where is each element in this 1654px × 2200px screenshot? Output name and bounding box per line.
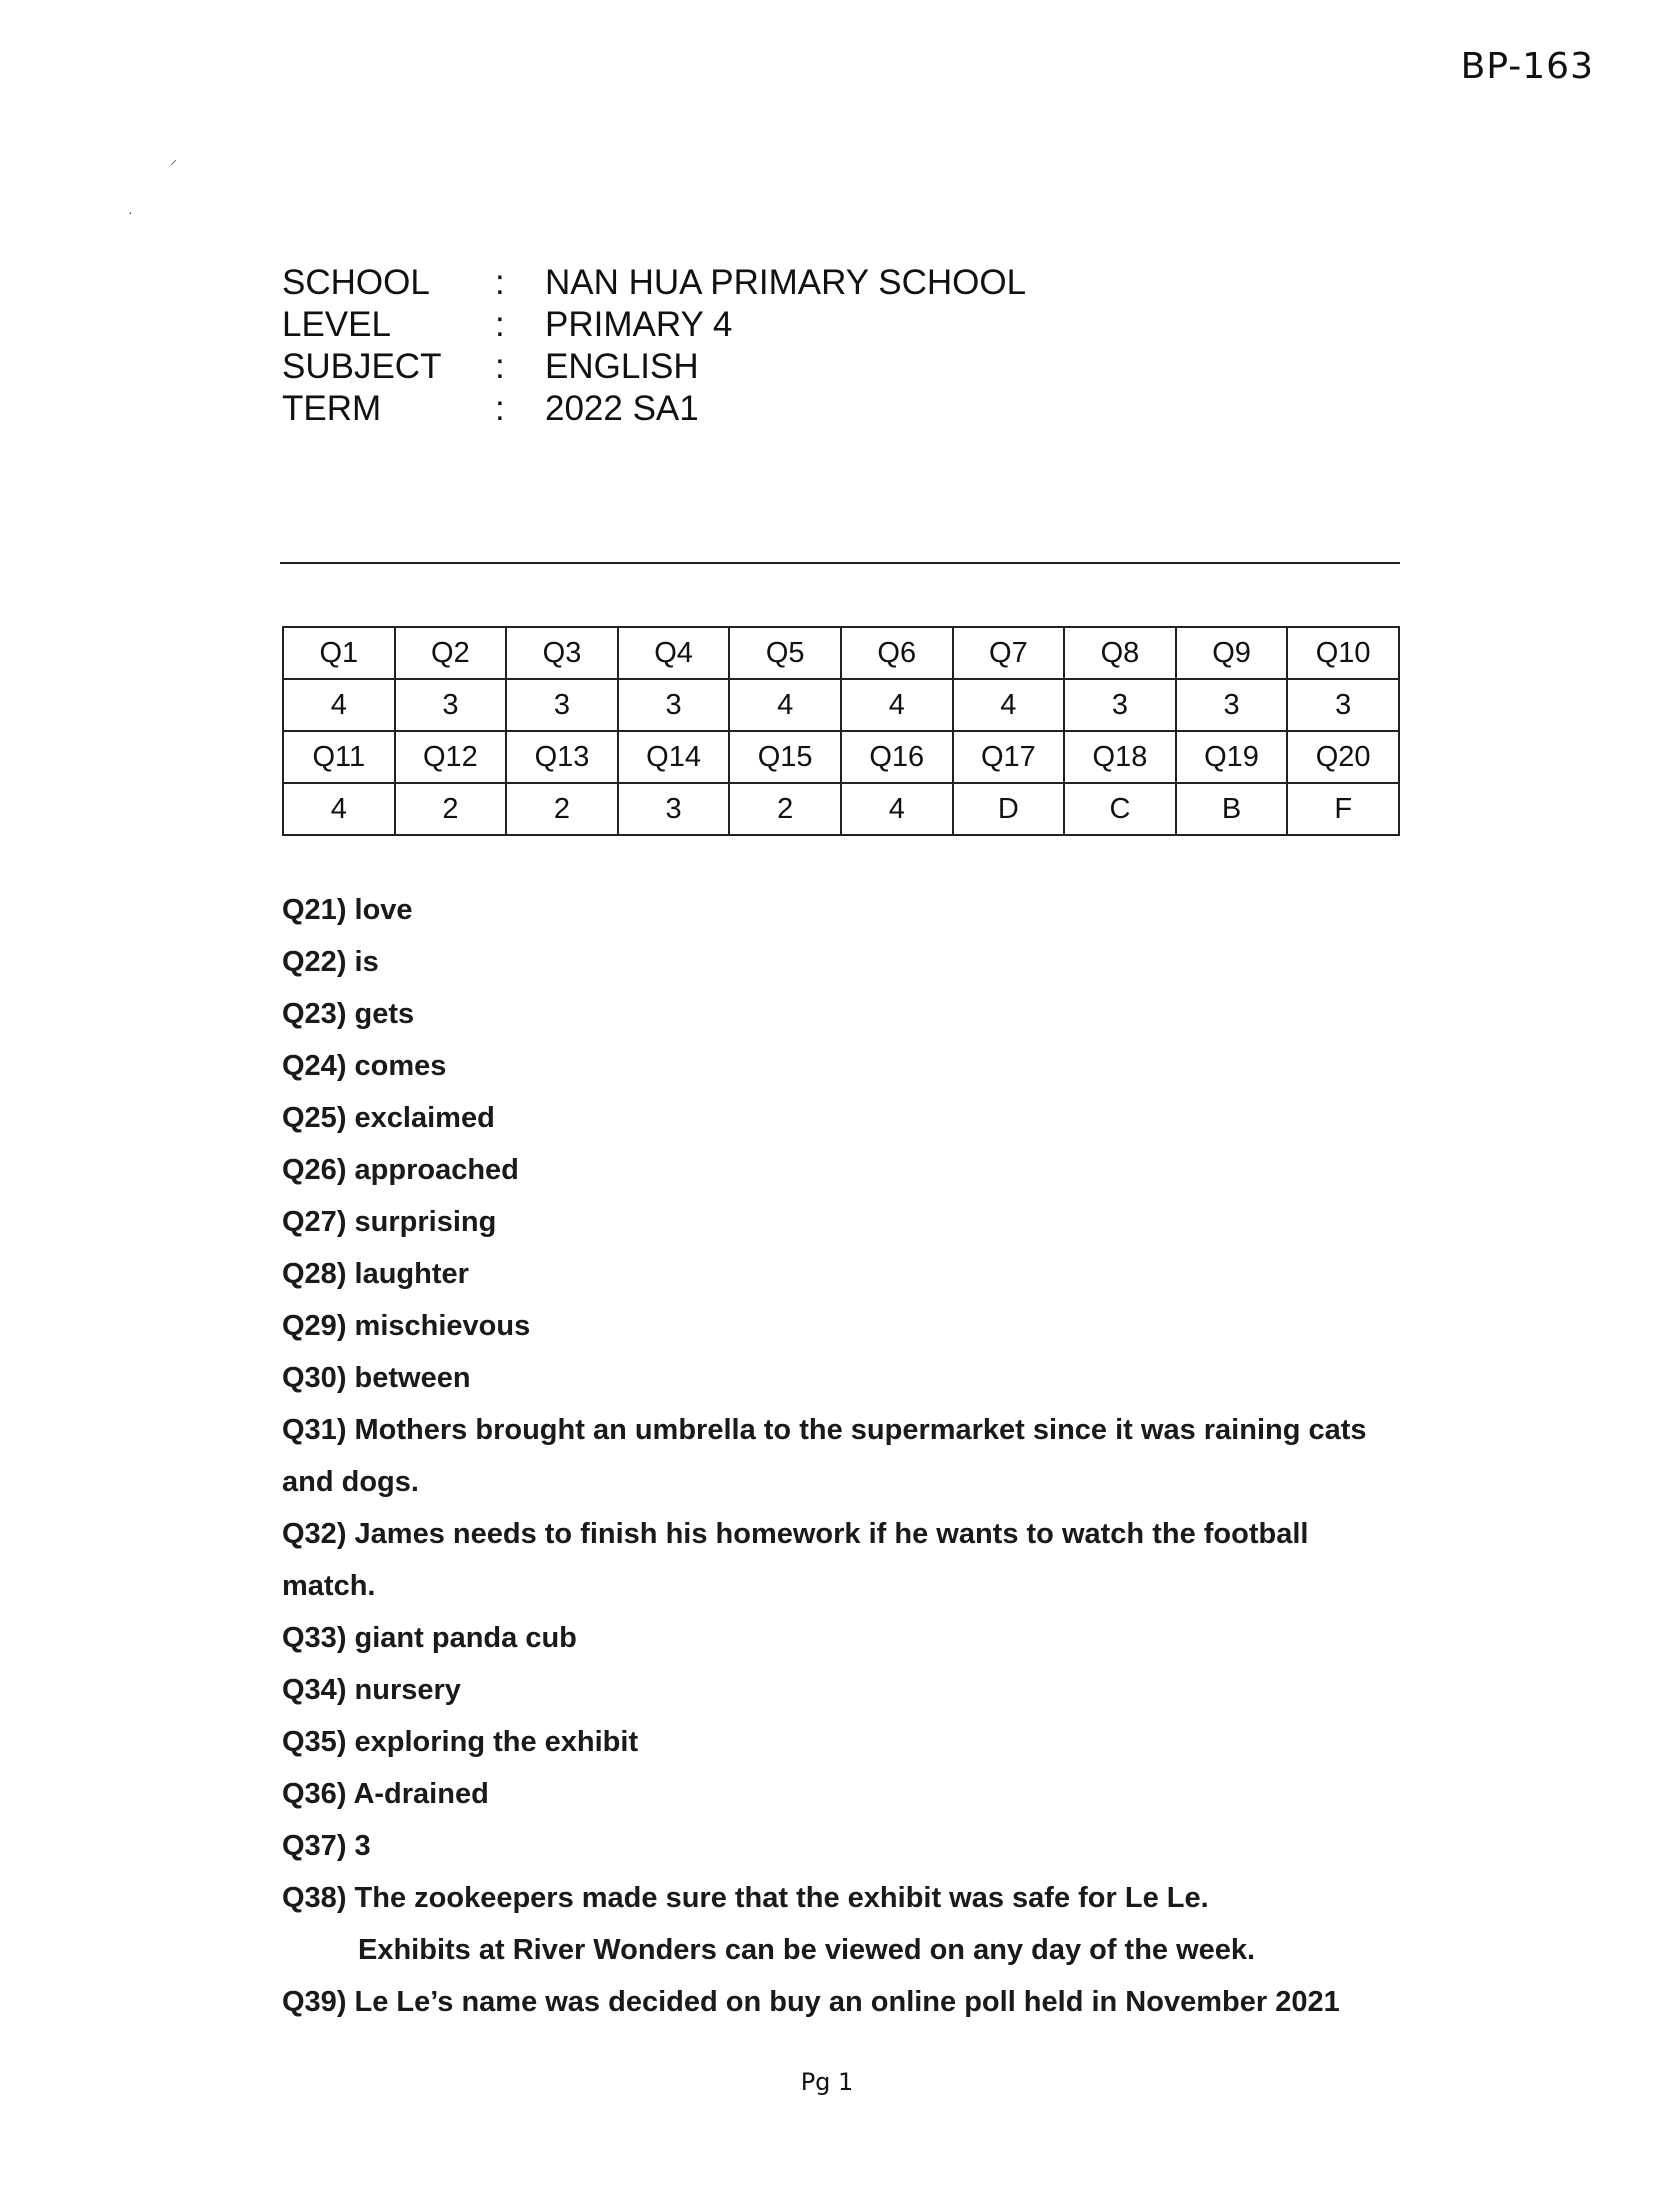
question-cell: Q13 (506, 731, 618, 783)
question-cell: Q3 (506, 627, 618, 679)
question-cell: Q5 (729, 627, 841, 679)
answer-cell: 3 (1176, 679, 1288, 731)
answer-cell: D (953, 783, 1065, 835)
question-cell: Q6 (841, 627, 953, 679)
meta-label: LEVEL (282, 305, 391, 344)
question-cell: Q14 (618, 731, 730, 783)
meta-colon: : (495, 263, 505, 302)
exam-info (282, 262, 1026, 430)
answer-line: Q26) approached (282, 1154, 519, 1186)
question-cell: Q15 (729, 731, 841, 783)
meta-colon: : (495, 389, 505, 428)
answer-cell: 2 (395, 783, 507, 835)
answer-line: Q22) is (282, 946, 379, 978)
answer-line: Q28) laughter (282, 1258, 469, 1290)
meta-row-school (282, 262, 1026, 304)
question-cell: Q7 (953, 627, 1065, 679)
answer-cell: 4 (841, 679, 953, 731)
question-cell: Q4 (618, 627, 730, 679)
question-cell: Q2 (395, 627, 507, 679)
meta-row-subject (282, 346, 1026, 388)
answer-cell: 3 (1064, 679, 1176, 731)
question-cell: Q8 (1064, 627, 1176, 679)
answer-cell: C (1064, 783, 1176, 835)
meta-value: 2022 SA1 (545, 389, 699, 428)
answer-cell: 2 (506, 783, 618, 835)
question-cell: Q9 (1176, 627, 1288, 679)
answer-line: Q37) 3 (282, 1830, 371, 1862)
meta-colon: : (495, 347, 505, 386)
page-number: Pg 1 (800, 2068, 854, 2096)
answer-line: Q23) gets (282, 998, 415, 1030)
divider (280, 562, 1400, 564)
mcq-answer-table (282, 626, 1400, 836)
open-answers (282, 884, 1422, 2028)
answer-line: Q27) surprising (282, 1206, 497, 1238)
answer-cell: 4 (953, 679, 1065, 731)
answer-line: Q31) Mothers brought an umbrella to the supermarket since it was raining cats (282, 1414, 1367, 1446)
meta-label: TERM (282, 389, 382, 428)
answer-line: Q38) The zookeepers made sure that the exhibit was safe for Le Le. (282, 1882, 1209, 1914)
question-row (283, 627, 1399, 679)
answer-line: Q24) comes (282, 1050, 447, 1082)
question-row (283, 731, 1399, 783)
answer-cell: 2 (729, 783, 841, 835)
answer-line: Q30) between (282, 1362, 471, 1394)
question-cell: Q17 (953, 731, 1065, 783)
question-cell: Q18 (1064, 731, 1176, 783)
answer-cell: 3 (618, 679, 730, 731)
question-cell: Q11 (283, 731, 395, 783)
answer-cell: 3 (1287, 679, 1399, 731)
document-code: BP-163 (1460, 46, 1594, 87)
answer-cell: B (1176, 783, 1288, 835)
answer-line: Q21) love (282, 894, 413, 926)
answer-cell: 3 (395, 679, 507, 731)
meta-row-term (282, 388, 1026, 430)
meta-value: PRIMARY 4 (545, 305, 733, 344)
answer-line: Q32) James needs to finish his homework if he wants to watch the football (282, 1518, 1309, 1550)
question-cell: Q10 (1287, 627, 1399, 679)
scan-mark: ⸝ (170, 151, 177, 167)
answer-line: Exhibits at River Wonders can be viewed on any day of the week. (358, 1934, 1256, 1966)
meta-row-level (282, 304, 1026, 346)
meta-value: ENGLISH (545, 347, 699, 386)
answer-line: Q35) exploring the exhibit (282, 1726, 639, 1758)
answer-line: Q34) nursery (282, 1674, 461, 1706)
answer-line: and dogs. (282, 1466, 419, 1498)
scan-mark: · (128, 204, 133, 220)
answer-line: Q36) A-drained (282, 1778, 489, 1810)
answer-line: Q39) Le Le’s name was decided on buy an online poll held in November 2021 (282, 1986, 1340, 2018)
question-cell: Q16 (841, 731, 953, 783)
answer-line: Q33) giant panda cub (282, 1622, 577, 1654)
answer-cell: 3 (506, 679, 618, 731)
meta-label: SCHOOL (282, 263, 430, 302)
meta-label: SUBJECT (282, 347, 442, 386)
question-cell: Q1 (283, 627, 395, 679)
answer-cell: 4 (283, 783, 395, 835)
question-cell: Q12 (395, 731, 507, 783)
meta-value: NAN HUA PRIMARY SCHOOL (545, 263, 1027, 302)
question-cell: Q19 (1176, 731, 1288, 783)
answer-line: Q29) mischievous (282, 1310, 531, 1342)
answer-line: match. (282, 1570, 376, 1602)
answer-row (283, 679, 1399, 731)
question-cell: Q20 (1287, 731, 1399, 783)
answer-cell: F (1287, 783, 1399, 835)
answer-cell: 4 (841, 783, 953, 835)
answer-cell: 4 (283, 679, 395, 731)
answer-row (283, 783, 1399, 835)
answer-line: Q25) exclaimed (282, 1102, 495, 1134)
answer-cell: 4 (729, 679, 841, 731)
answer-cell: 3 (618, 783, 730, 835)
meta-colon: : (495, 305, 505, 344)
